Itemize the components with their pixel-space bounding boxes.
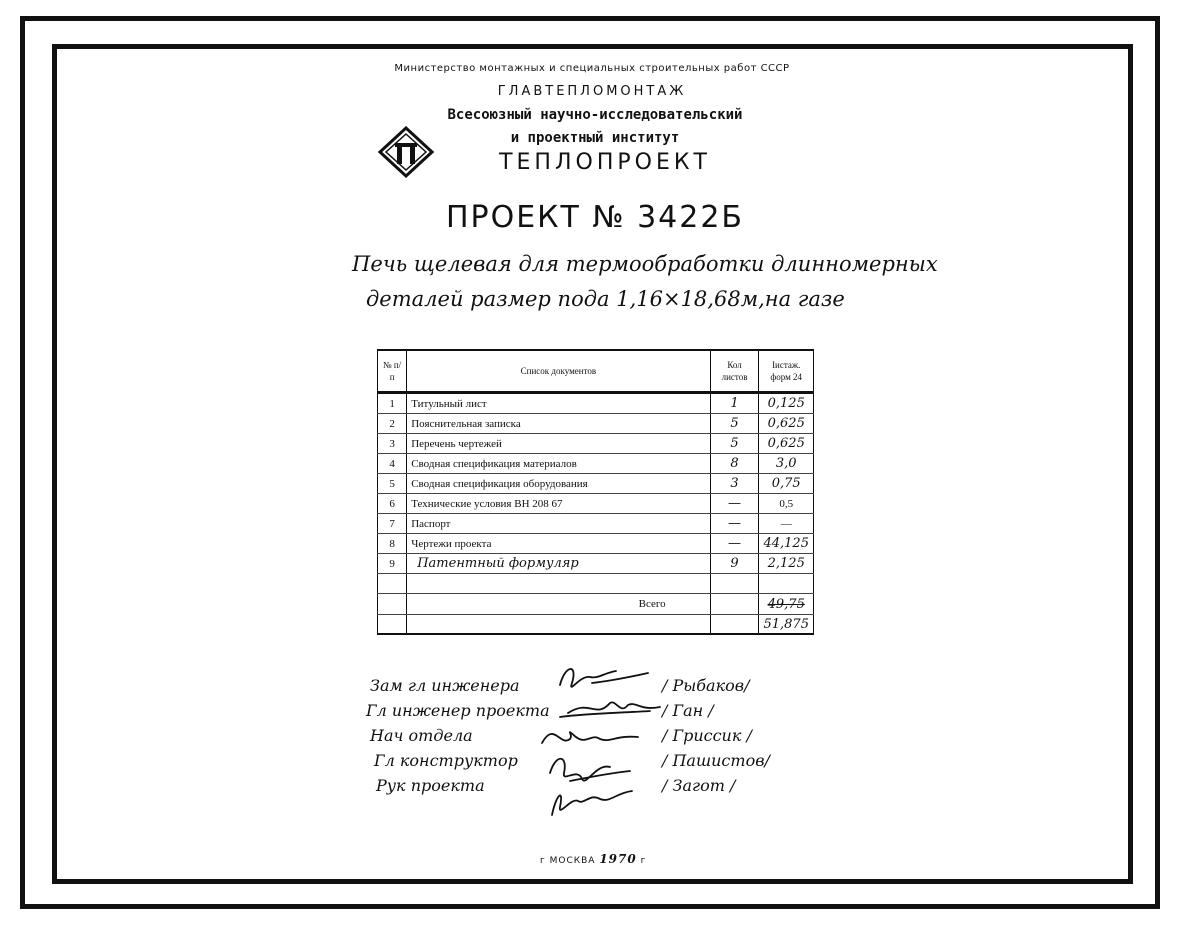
row-num: 7	[378, 514, 407, 534]
row-num: 4	[378, 454, 407, 474]
row-num: 3	[378, 434, 407, 454]
institute-logo-icon	[378, 126, 434, 178]
header-forms: Іистаж. форм 24	[759, 350, 814, 393]
handwritten-signatures-icon	[520, 655, 670, 820]
row-name: Перечень чертежей	[407, 434, 710, 454]
row-sheets: —	[710, 534, 759, 554]
table-row	[378, 514, 814, 534]
row-name: Сводная спецификация оборудования	[407, 474, 710, 494]
footer-city-year	[540, 852, 646, 866]
row-sheets: 3	[710, 474, 759, 494]
row-name: Патентный формуляр	[407, 554, 710, 574]
row-sheets: —	[710, 494, 759, 514]
table-header-row	[378, 350, 814, 393]
signature-role-2: Гл инженер проекта	[366, 701, 550, 720]
row-forms: 44,125	[759, 534, 814, 554]
signature-name-1: / Рыбаков/	[662, 676, 750, 695]
signature-role-4: Гл конструктор	[374, 751, 518, 770]
project-title-line-1: Печь щелевая для термообработки длинномерных	[352, 252, 938, 276]
row-sheets: 9	[710, 554, 759, 574]
row-forms: 3,0	[759, 454, 814, 474]
signature-name-3: / Гриссик /	[662, 726, 752, 745]
table-row	[378, 574, 814, 594]
row-forms: 2,125	[759, 554, 814, 574]
row-num: 1	[378, 393, 407, 414]
total-new-value: 51,875	[759, 615, 814, 635]
documents-table	[377, 349, 814, 635]
row-forms: —	[759, 514, 814, 534]
row-name: Титульный лист	[407, 393, 710, 414]
row-num: 8	[378, 534, 407, 554]
institute-name: ТЕПЛОПРОЕКТ	[499, 150, 711, 175]
signature-name-2: / Ган /	[662, 701, 714, 720]
footer-city: г МОСКВА	[540, 856, 596, 866]
total-old-value: 49,75	[759, 594, 814, 615]
row-name: Чертежи проекта	[407, 534, 710, 554]
row-num: 5	[378, 474, 407, 494]
row-sheets: 5	[710, 414, 759, 434]
signature-name-5: / Загот /	[662, 776, 736, 795]
row-sheets: 8	[710, 454, 759, 474]
ministry-line: Министерство монтажных и специальных строительных работ СССР	[394, 63, 790, 74]
row-sheets: 5	[710, 434, 759, 454]
row-forms: 0,625	[759, 434, 814, 454]
table-row	[378, 414, 814, 434]
table-row	[378, 474, 814, 494]
table-row	[378, 454, 814, 474]
row-name: Паспорт	[407, 514, 710, 534]
institute-line-1: Всесоюзный научно-исследовательский	[447, 107, 743, 123]
header-sheets: Кол листов	[710, 350, 759, 393]
row-num: 9	[378, 554, 407, 574]
row-num: 2	[378, 414, 407, 434]
row-forms: 0,5	[759, 494, 814, 514]
institute-line-2: и проектный институт	[510, 130, 680, 146]
row-num: 6	[378, 494, 407, 514]
total-row-corrected	[378, 615, 814, 635]
signature-role-1: Зам гл инженера	[370, 676, 520, 695]
row-forms: 0,75	[759, 474, 814, 494]
header-name: Список документов	[407, 350, 710, 393]
table-row	[378, 534, 814, 554]
table-row	[378, 393, 814, 414]
total-row	[378, 594, 814, 615]
signature-name-4: / Пашистов/	[662, 751, 770, 770]
project-number: ПРОЕКТ № 3422Б	[445, 200, 745, 235]
row-forms: 0,125	[759, 393, 814, 414]
footer-suffix: г	[640, 856, 647, 866]
signature-role-5: Рук проекта	[376, 776, 485, 795]
header-num: № п/п	[378, 350, 407, 393]
footer-year: 1970	[599, 852, 637, 866]
total-label: Всего	[407, 594, 710, 615]
row-name: Сводная спецификация материалов	[407, 454, 710, 474]
row-sheets: —	[710, 514, 759, 534]
row-sheets: 1	[710, 393, 759, 414]
signature-role-3: Нач отдела	[370, 726, 473, 745]
project-title-line-2: деталей размер пода 1,16×18,68м,на газе	[366, 287, 845, 311]
row-forms: 0,625	[759, 414, 814, 434]
trust-name: ГЛАВТЕПЛОМОНТАЖ	[497, 84, 687, 99]
table-row	[378, 554, 814, 574]
table-row	[378, 494, 814, 514]
row-name: Технические условия ВН 208 67	[407, 494, 710, 514]
table-row	[378, 434, 814, 454]
row-name: Пояснительная записка	[407, 414, 710, 434]
